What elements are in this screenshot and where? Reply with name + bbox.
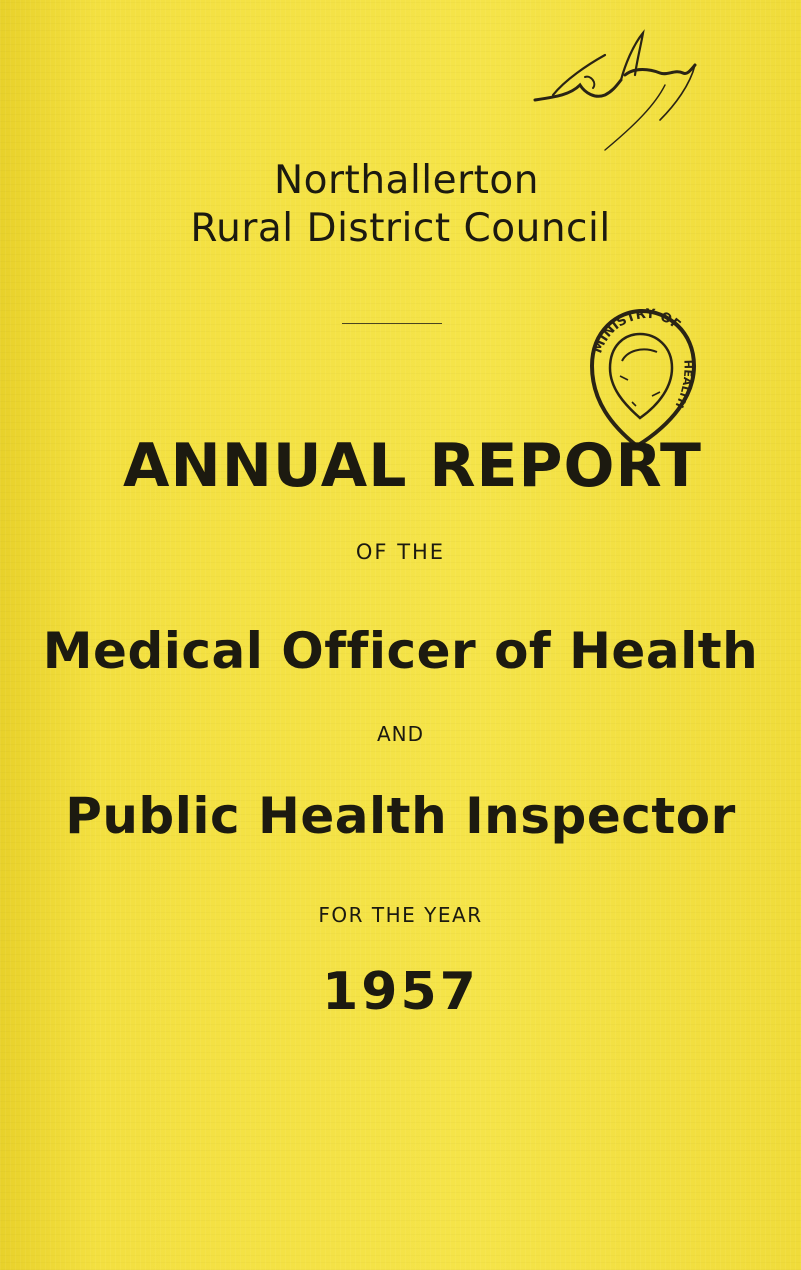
for-the-year-text: FOR THE YEAR	[318, 903, 483, 927]
svg-text:HEALTH: HEALTH	[672, 359, 695, 410]
inspector-title: Public Health Inspector	[65, 787, 736, 845]
svg-text:MINISTRY OF: MINISTRY OF	[590, 306, 684, 356]
officer-title: Medical Officer of Health	[42, 622, 759, 680]
report-year: 1957	[322, 962, 479, 1022]
stamp-side-text	[670, 358, 695, 414]
council-name-line-2: Rural District Council	[190, 206, 611, 251]
report-title: ANNUAL REPORT	[123, 431, 702, 501]
council-name-line-1: Northallerton	[273, 158, 540, 203]
divider-rule	[342, 323, 442, 324]
of-the-text: OF THE	[355, 540, 446, 564]
handwritten-signature	[525, 25, 705, 155]
and-text: AND	[376, 722, 425, 746]
